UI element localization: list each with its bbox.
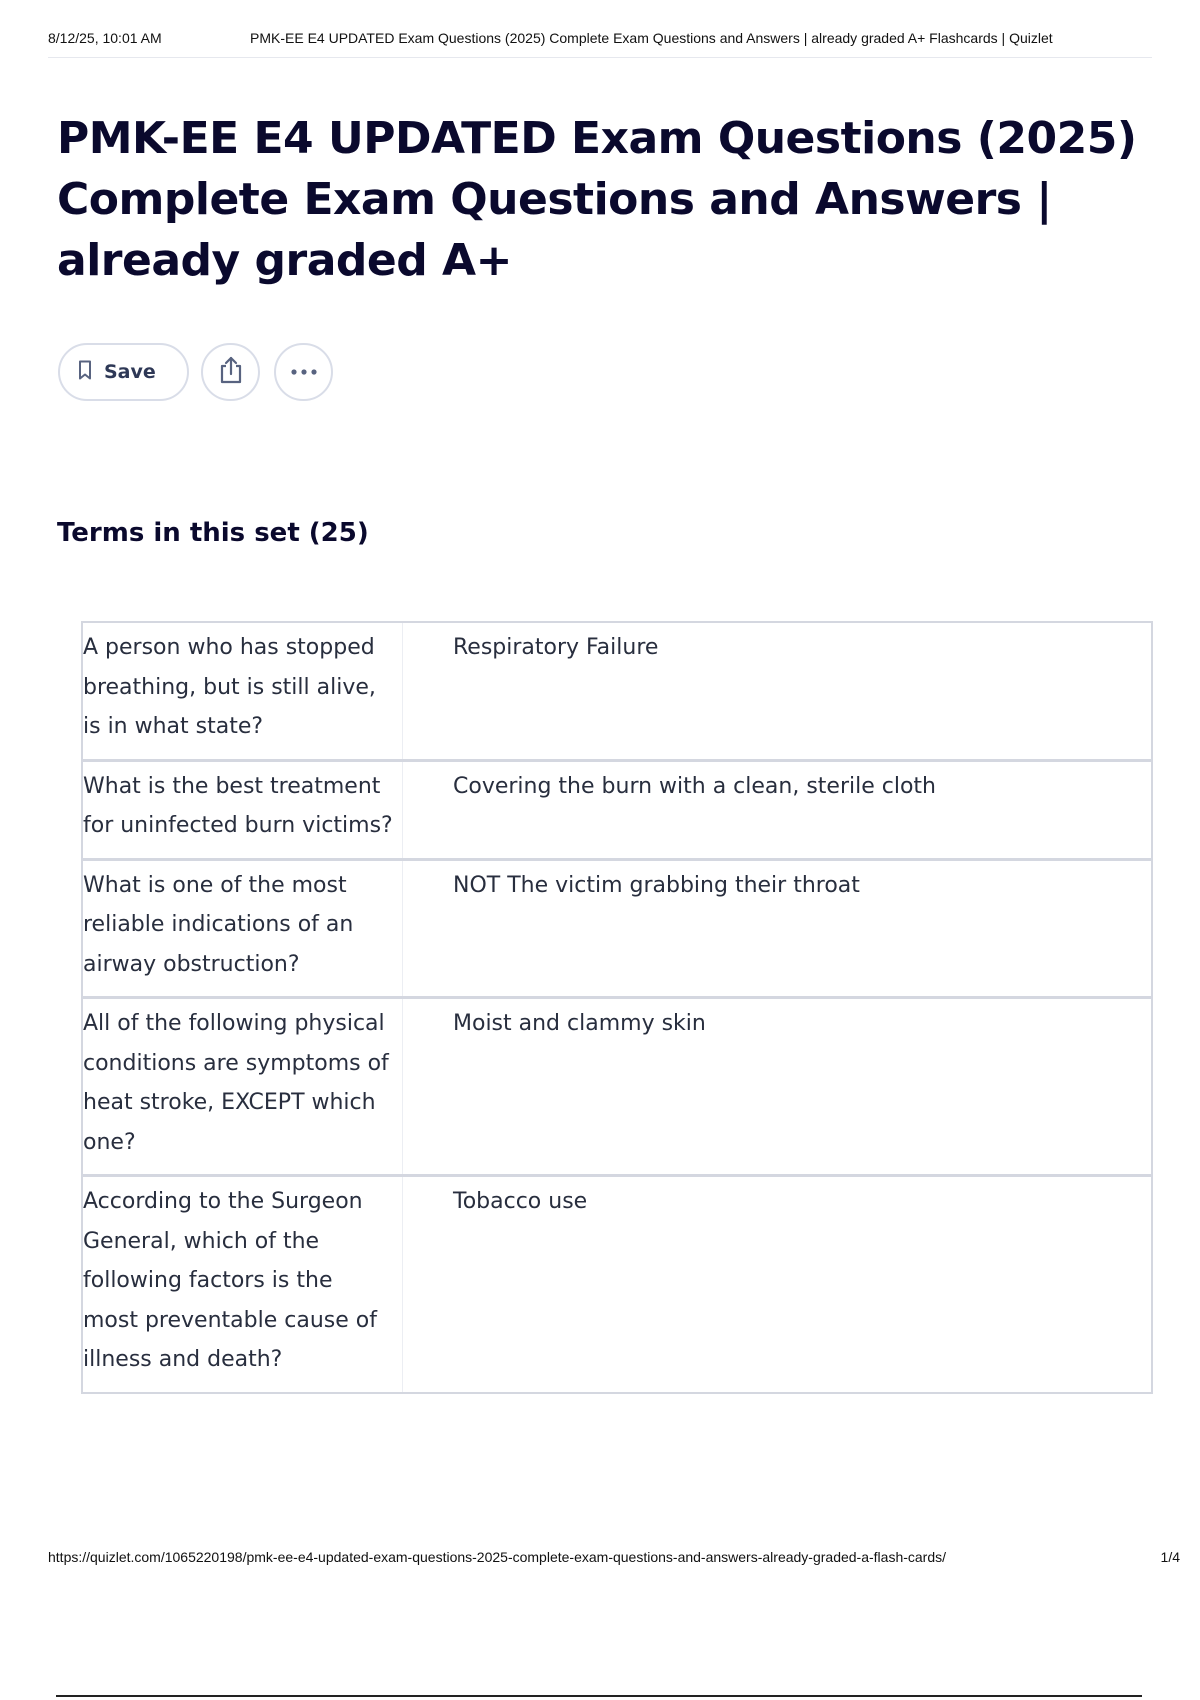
page-bottom-divider [56, 1695, 1142, 1697]
share-icon [217, 355, 245, 390]
print-header [48, 30, 1180, 50]
print-date: 8/12/25, 10:01 AM [48, 30, 162, 46]
term-text: A person who has stopped breathing, but is still alive, is in what state? [83, 623, 403, 759]
definition-text: Moist and clammy skin [453, 1011, 706, 1036]
terms-table [81, 621, 1153, 1394]
share-button[interactable] [201, 343, 260, 401]
terms-heading: Terms in this set (25) [57, 518, 369, 548]
term-text: According to the Surgeon General, which of the following factors is the most preventable cause of illness and death? [83, 1177, 403, 1392]
term-row [83, 1174, 1151, 1392]
definition-text: Tobacco use [453, 1189, 588, 1214]
save-button-label: Save [104, 361, 156, 383]
print-footer [48, 1549, 1180, 1569]
page-title: PMK-EE E4 UPDATED Exam Questions (2025) Complete Exam Questions and Answers | already graded A+ [57, 113, 1137, 286]
more-options-button[interactable] [274, 343, 333, 401]
definition-text: NOT The victim grabbing their throat [453, 872, 860, 898]
term-text: What is the best treatment for uninfected burn victims? [83, 762, 403, 858]
header-divider [48, 57, 1152, 58]
term-text: All of the following physical conditions are symptoms of heat stroke, EXCEPT which one? [83, 999, 403, 1174]
bookmark-icon [78, 360, 92, 385]
term-row [83, 996, 1151, 1174]
print-url: https://quizlet.com/1065220198/pmk-ee-e4-updated-exam-questions-2025-complete-exam-questions-and-answers-already-graded-a-flash-cards/ [48, 1549, 947, 1565]
more-options-icon [290, 363, 318, 381]
term-row [83, 759, 1151, 858]
print-doc-title: PMK-EE E4 UPDATED Exam Questions (2025) Complete Exam Questions and Answers | already graded A+ Flashcards | Quizlet [250, 30, 1053, 46]
term-row [83, 858, 1151, 997]
save-button[interactable] [58, 343, 189, 401]
term-text: What is one of the most reliable indications of an airway obstruction? [83, 861, 403, 997]
term-row [83, 623, 1151, 759]
page-number: 1/4 [1160, 1549, 1180, 1565]
definition-text: Covering the burn with a clean, sterile cloth [453, 773, 936, 799]
definition-text: Respiratory Failure [453, 635, 659, 660]
